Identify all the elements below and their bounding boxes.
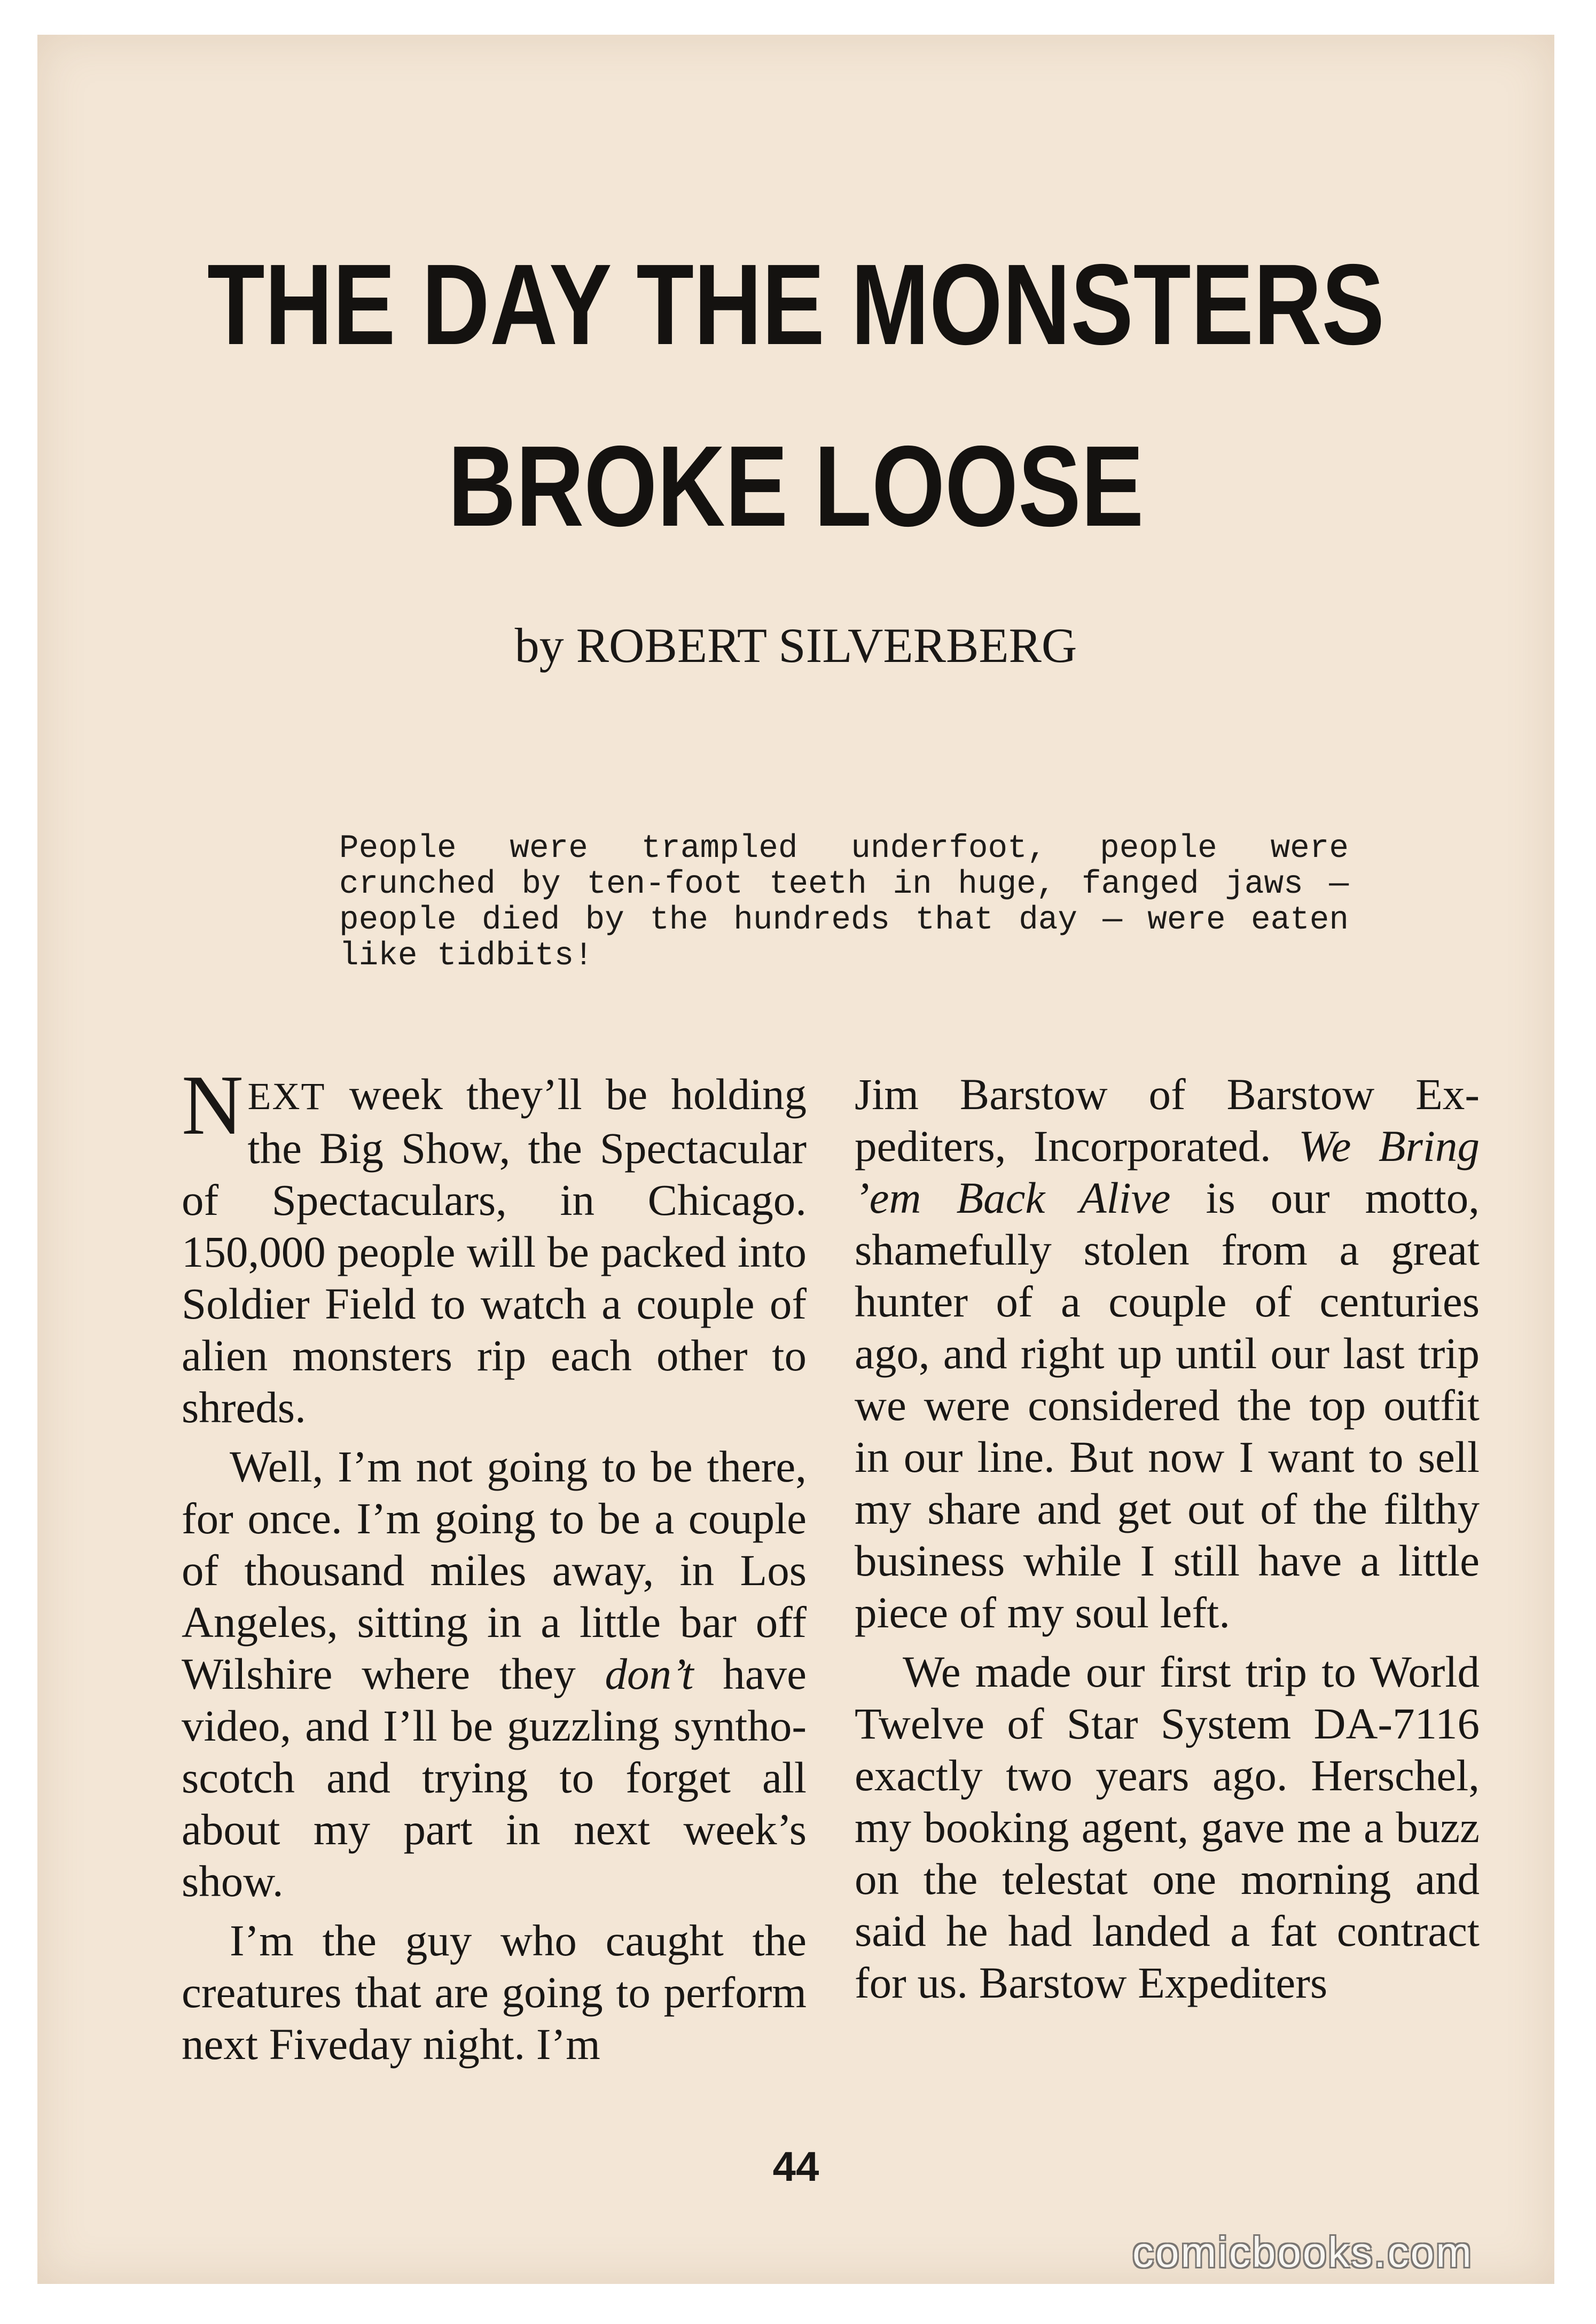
page-number: 44 — [772, 2143, 819, 2190]
title-line-2: BROKE LOOSE — [448, 422, 1144, 550]
paragraph: We made our first trip to World Twelve of Star System DA-7116 exactly two years ago. Herschel, my booking agent, gave me a buzz on the telestat one morning and said he had landed a fat contract for us. Barstow Expediters — [855, 1647, 1480, 2007]
paragraph: I’m the guy who caught the creatures that are going to perform next Fiveday night. I’m — [182, 1916, 807, 2069]
left-column — [182, 1057, 807, 2070]
magazine-page — [37, 35, 1554, 2284]
right-column — [855, 1069, 1480, 2009]
story-title — [174, 214, 1418, 577]
paragraph — [855, 1069, 1480, 1639]
watermark: comicbooks.com — [1132, 2228, 1473, 2276]
paragraph-text: week they’ll be holding the Big Show, the Spectacular of Spectaculars, in Chicago. 150,000 people will be packed into Soldier Field to watch a couple of alien monsters rip each other to shreds. — [182, 1070, 807, 1432]
author-byline: by ROBERT SILVERBERG — [514, 618, 1077, 673]
paragraph-text: Well, I’m not going to be there, for once. I’m going to be a couple of thousand miles away, in Los Angeles, sitting in a little bar off Wilshire where they — [182, 1442, 807, 1698]
title-line-1: THE DAY THE MONSTERS — [207, 240, 1385, 369]
paragraph — [182, 1057, 807, 1433]
paragraph-text: have video, and I’ll be guzzling synthoscotch and trying to forget all about my part in next week’s show. — [182, 1649, 807, 1906]
story-blurb: People were trampled underfoot, people were crunched by ten-foot teeth in huge, fanged jaws — people died by the hundreds that day — were eaten like tidbits! — [339, 830, 1349, 974]
emphasis-text: We Bring ’em Back Alive — [855, 1121, 1480, 1222]
emphasis-text: don’t — [605, 1649, 694, 1698]
paragraph-text: is our motto, shamefully stolen from a great hunter of a couple of centuries ago, and right up until our last trip we were considered the top outfit in our line. But now I want to sell my share and get out of the filthy business while I still have a little piece of my soul left. — [855, 1173, 1480, 1637]
small-caps-text: EXT — [247, 1075, 326, 1118]
drop-cap: N — [182, 1057, 244, 1152]
paragraph — [182, 1441, 807, 1907]
paragraph-text: Jim Barstow of Barstow Expediters, Incorporated. — [855, 1070, 1480, 1171]
